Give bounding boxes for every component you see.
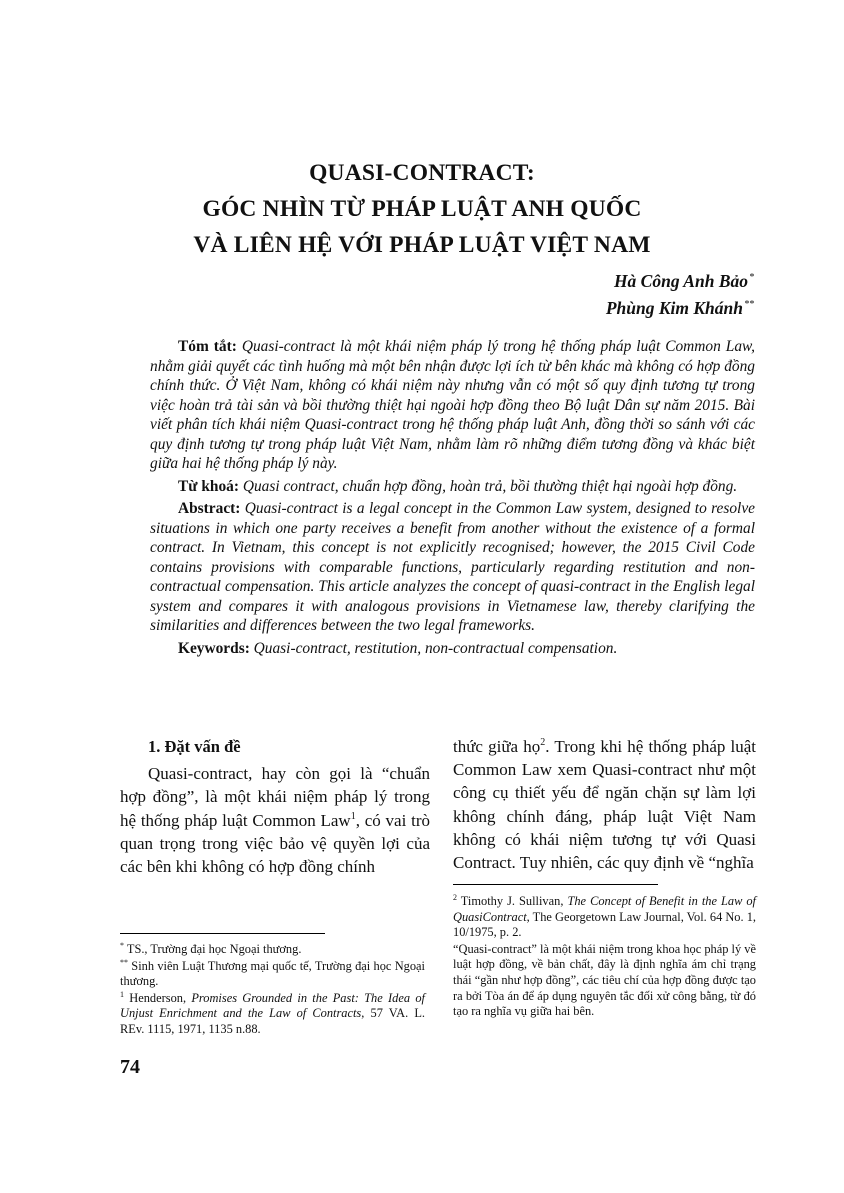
abstract-en-label: Abstract:	[178, 500, 241, 517]
author-2	[606, 298, 754, 319]
footnote-rule-left	[120, 933, 325, 934]
author-1	[614, 271, 754, 292]
paragraph-1-continued	[453, 735, 756, 874]
author-2-name: Phùng Kim Khánh	[605, 298, 743, 318]
footnote-rule-right	[453, 884, 658, 885]
footnote-2-title: The Concept of Benefit in the Law of QuasiContract	[453, 894, 757, 924]
paragraph-2-text-b: . Trong khi hệ thống pháp luật Common Law xem Quasi-contract như một công cụ thiết yếu để ngăn chặn sự làm lợi không chính đáng, pháp luật Việt Nam không có khái niệm tương tự với Quasi Contract. Tuy nhiên, các quy định về “nghĩa	[453, 737, 757, 873]
footnote-2-text-a: Timothy J. Sullivan,	[457, 894, 568, 908]
author-1-mark: *	[749, 272, 754, 283]
footnote-ref-2: 2	[540, 737, 546, 748]
author-1-name: Hà Công Anh Bảo	[613, 271, 748, 291]
footnote-2-text-b: , The Georgetown Law Journal, Vol. 64 No. 1, 10/1975, p. 2.	[453, 909, 756, 940]
footnote-2	[453, 894, 756, 941]
paragraph-1	[120, 762, 430, 878]
author-2-mark: **	[744, 299, 754, 310]
paragraph-1-text-a: Quasi-contract, hay còn gọi là “chuẩn hợp đồng”, là một khái niệm pháp lý trong hệ thống pháp luật Common Law	[120, 764, 430, 830]
footnotes-right	[453, 894, 756, 1021]
keywords-en-text: Quasi-contract, restitution, non-contractual compensation.	[249, 639, 618, 657]
paragraph-2-text-a: thức giữa họ	[453, 737, 541, 756]
title-line-3: VÀ LIÊN HỆ VỚI PHÁP LUẬT VIỆT NAM	[193, 232, 651, 258]
abstract-block	[150, 337, 755, 661]
abstract-en-text: Quasi-contract is a legal concept in the Common Law system, designed to resolve situations in which one party receives a benefit from another without the existence of a formal contract. In Vietnam, this concept is not explicitly recognised; however, the 2015 Civil Code contains provisions with comparable functions, particularly regarding restitution and non-contractual compensation. This article analyzes the concept of quasi-contract in the English legal system and compares it with analogous provisions in Vietnamese law, thereby clarifying the similarities and differences between the two legal frameworks.	[150, 500, 755, 634]
keywords-vi	[150, 477, 755, 497]
title-line-2: GÓC NHÌN TỪ PHÁP LUẬT ANH QUỐC	[202, 196, 642, 222]
footnote-2-continued: “Quasi-contract” là một khái niệm trong khoa học pháp lý về luật hợp đồng, về bản chất, đây là định nghĩa ám chỉ trạng thái “gần như hợp đồng”, các tiêu chí của hợp đồng được tạo ra bởi Tòa án để áp dụng nguyên tắc đối xử công bằng, từ đó tạo ra nghĩa vụ giữa hai bên.	[453, 941, 756, 1019]
title-line-1: QUASI-CONTRACT:	[309, 160, 535, 186]
abstract-vi-label: Tóm tắt:	[178, 338, 237, 355]
footnote-1-title: Promises Grounded in the Past: The Idea of Unjust Enrichment and the Law of Contracts	[120, 990, 425, 1021]
footnote-star-text: TS., Trường đại học Ngoại thương.	[124, 942, 302, 956]
section-heading: 1. Đặt vấn đề	[148, 737, 241, 756]
keywords-vi-text: Quasi contract, chuẩn hợp đồng, hoàn trả, bồi thường thiệt hại ngoài hợp đồng.	[238, 477, 738, 495]
footnote-star-mark: *	[120, 941, 124, 950]
footnote-1-text-b: , 57 VA. L. REv. 1115, 1971, 1135 n.88.	[120, 1006, 425, 1036]
footnotes-left	[120, 942, 425, 1039]
keywords-en	[150, 639, 755, 659]
abstract-vi	[150, 337, 755, 474]
footnote-ref-1: 1	[350, 810, 356, 822]
footnote-double-star	[120, 959, 425, 990]
footnote-1-mark: 1	[120, 989, 124, 999]
abstract-vi-text: Quasi-contract là một khái niệm pháp lý trong hệ thống pháp luật Common Law, nhằm giải quyết các tình huống mà một bên nhận được lợi ích từ bên khác mà không có hợp đồng chính thức. Ở Việt Nam, không có khái niệm này nhưng vẫn có một số quy định tương tự trong việc hoàn trả tài sản và bồi thường thiệt hại ngoài hợp đồng theo Bộ luật Dân sự năm 2015. Bài viết phân tích khái niệm Quasi-contract trong hệ thống pháp luật Anh, đồng thời so sánh với các quy định tương tự trong pháp luật Việt Nam, nhằm làm rõ những điểm tương đồng và khác biệt giữa hai hệ thống pháp lý này.	[150, 338, 756, 472]
body-column-left	[120, 735, 430, 878]
body-column-right	[453, 735, 756, 874]
footnote-star	[120, 942, 425, 958]
footnote-double-star-mark: **	[120, 957, 128, 967]
keywords-vi-label: Từ khoá:	[178, 477, 239, 495]
footnote-2-mark: 2	[453, 893, 457, 902]
keywords-en-label: Keywords:	[178, 639, 250, 657]
footnote-double-star-text: Sinh viên Luật Thương mại quốc tế, Trường đại học Ngoại thương.	[120, 958, 425, 989]
article-title	[0, 155, 844, 263]
paragraph-1-text-b: , có vai trò quan trọng trong việc bảo vệ quyền lợi của các bên khi không có hợp đồng chính	[120, 810, 430, 877]
footnote-1-text-a: Henderson,	[124, 990, 192, 1005]
page-number: 74	[120, 1056, 140, 1078]
abstract-en	[150, 499, 755, 636]
footnote-1	[120, 991, 425, 1038]
